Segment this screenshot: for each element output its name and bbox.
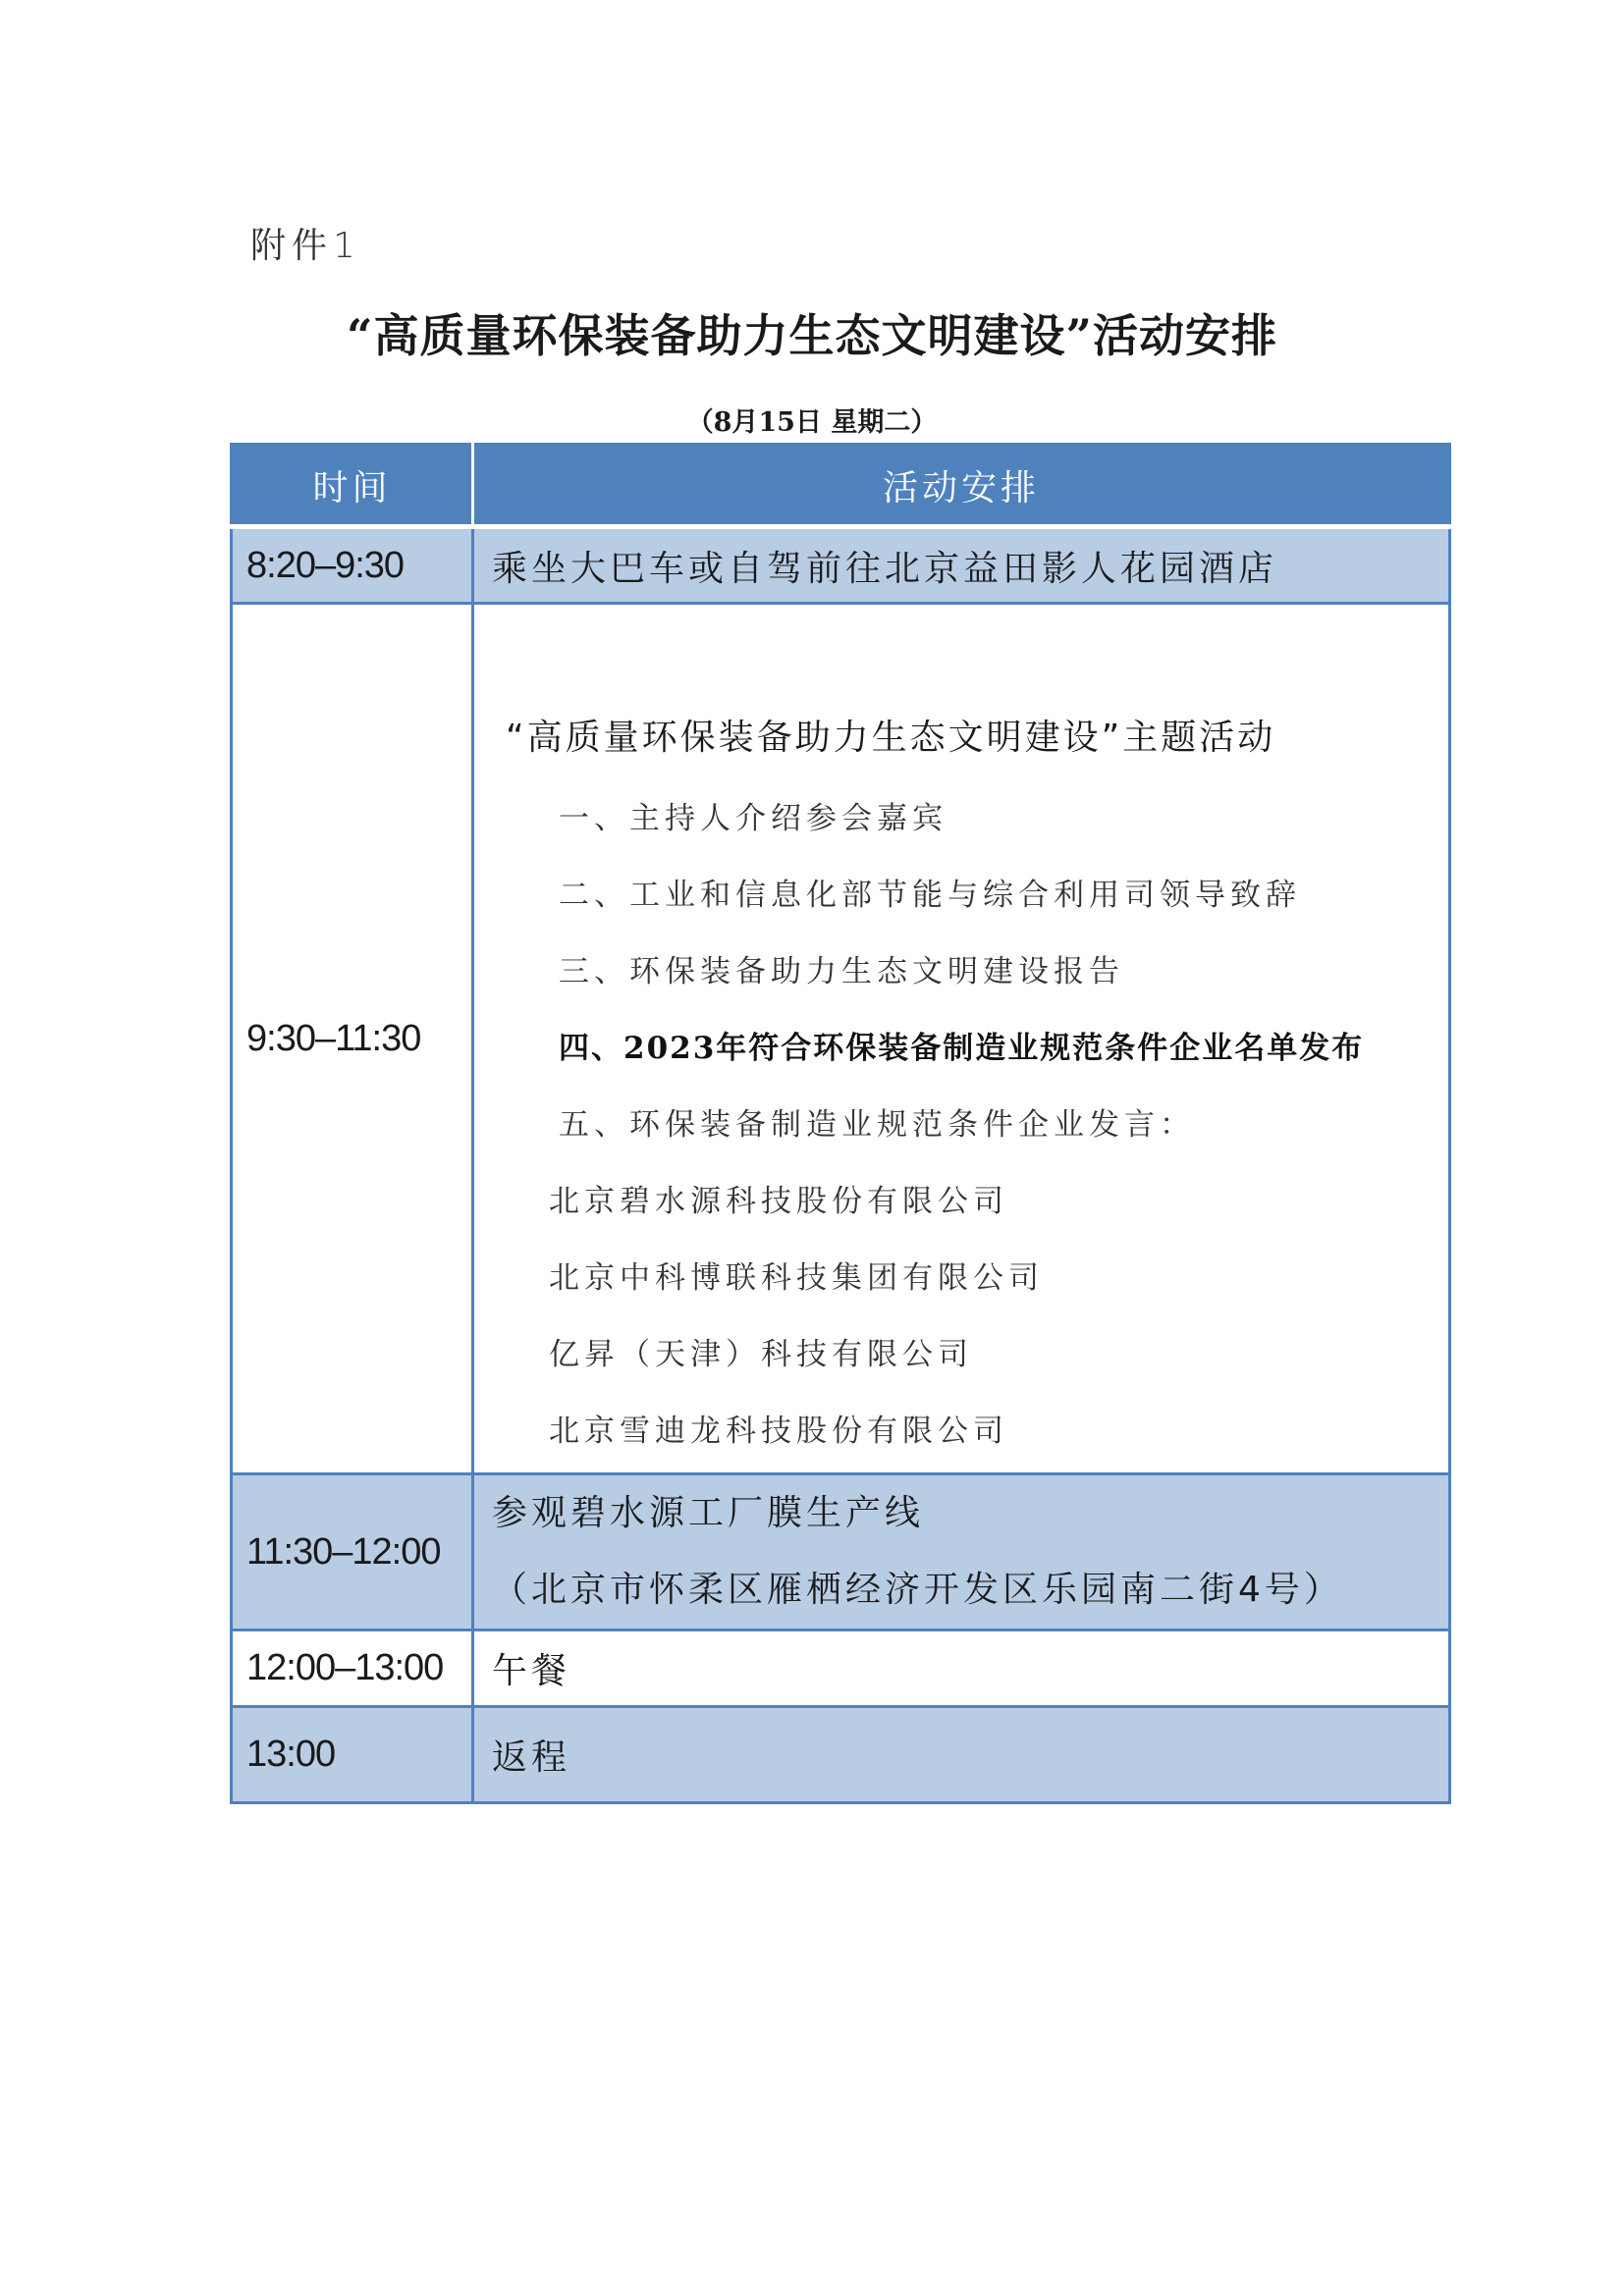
- time-cell: 11:30–12:00: [232, 1474, 473, 1630]
- company-name: 北京中科博联科技集团有限公司: [549, 1260, 1044, 1296]
- agenda-item: 二、工业和信息化部节能与综合利用司领导致辞: [559, 878, 1301, 913]
- time-cell: 8:20–9:30: [232, 527, 473, 604]
- activity-cell: [473, 1474, 1450, 1630]
- column-header-activity: 活动安排: [473, 445, 1450, 527]
- company-name: 北京碧水源科技股份有限公司: [549, 1184, 1008, 1219]
- attachment-label: 附件1: [250, 226, 361, 266]
- time-cell: 9:30–11:30: [232, 604, 473, 1474]
- table-row: [232, 1474, 1450, 1630]
- theme-activity-block: [474, 605, 1448, 1472]
- company-name: 亿昇（天津）科技有限公司: [549, 1337, 973, 1372]
- document-title: “高质量环保装备助力生态文明建设”活动安排: [347, 309, 1277, 362]
- date-line: （8月15日 星期二）: [686, 407, 938, 438]
- agenda-item-highlight: 四、2023年符合环保装备制造业规范条件企业名单发布: [559, 1031, 1365, 1066]
- agenda-item: 一、主持人介绍参会嘉宾: [559, 801, 947, 836]
- agenda-item: 五、环保装备制造业规范条件企业发言：: [559, 1107, 1195, 1143]
- activity-cell: 午餐: [473, 1630, 1450, 1707]
- activity-address: （北京市怀柔区雁栖经济开发区乐园南二街4号）: [492, 1570, 1343, 1610]
- table-header-row: [232, 445, 1450, 527]
- activity-cell: [473, 604, 1450, 1474]
- agenda-item: 三、环保装备助力生态文明建设报告: [559, 954, 1124, 989]
- table-row: [232, 1707, 1450, 1803]
- theme-activity-title: “高质量环保装备助力生态文明建设”主题活动: [506, 718, 1276, 758]
- activity-line: 参观碧水源工厂膜生产线: [492, 1493, 925, 1533]
- activity-cell: 乘坐大巴车或自驾前往北京益田影人花园酒店: [473, 527, 1450, 604]
- company-name: 北京雪迪龙科技股份有限公司: [549, 1414, 1008, 1449]
- time-cell: 13:00: [232, 1707, 473, 1803]
- table-row: [232, 604, 1450, 1474]
- column-header-time: 时间: [232, 445, 473, 527]
- schedule-table: [230, 443, 1451, 1804]
- table-row: [232, 1630, 1450, 1707]
- time-cell: 12:00–13:00: [232, 1630, 473, 1707]
- table-row: [232, 527, 1450, 604]
- activity-cell: 返程: [473, 1707, 1450, 1803]
